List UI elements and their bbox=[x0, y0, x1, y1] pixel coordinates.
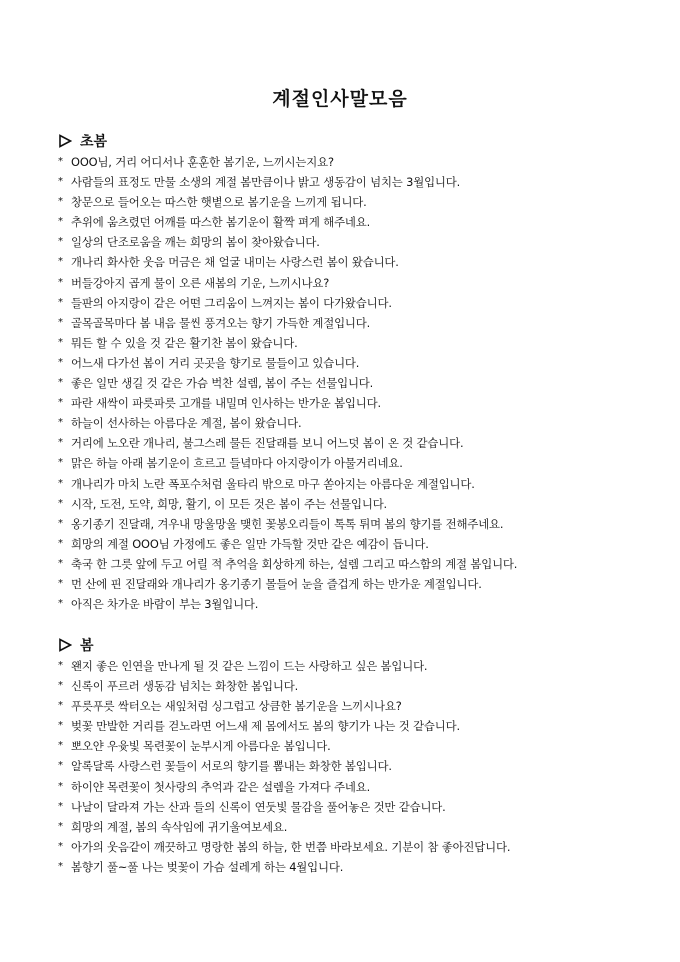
list-item bbox=[58, 716, 658, 736]
item-list bbox=[58, 656, 658, 877]
list-item-text: 버들강아지 곱게 물이 오른 새봄의 기운, 느끼시나요? bbox=[71, 275, 330, 290]
section-early-spring bbox=[58, 130, 658, 614]
bullet-marker: * bbox=[58, 316, 63, 328]
bullet-marker: * bbox=[58, 377, 63, 389]
section-heading-label: 초봄 bbox=[80, 134, 108, 150]
bullet-marker: * bbox=[58, 457, 63, 469]
bullet-marker: * bbox=[58, 256, 63, 268]
list-item bbox=[58, 594, 658, 614]
bullet-marker: * bbox=[58, 720, 63, 732]
list-item-text: 시작, 도전, 도약, 희망, 활기, 이 모든 것은 봄이 주는 선물입니다. bbox=[71, 496, 388, 511]
list-item-text: 추위에 움츠렸던 어깨를 따스한 봄기운이 활짝 펴게 해주네요. bbox=[71, 215, 371, 230]
list-item-text: 아직은 차가운 바람이 부는 3월입니다. bbox=[71, 597, 259, 612]
bullet-marker: * bbox=[58, 577, 63, 589]
list-item bbox=[58, 474, 658, 494]
list-item-text: 하이얀 목련꽃이 첫사랑의 추억과 같은 설렘을 가져다 주네요. bbox=[71, 779, 371, 794]
bullet-marker: * bbox=[58, 397, 63, 409]
list-item bbox=[58, 494, 658, 514]
list-item bbox=[58, 797, 658, 817]
bullet-marker: * bbox=[58, 840, 63, 852]
bullet-marker: * bbox=[58, 356, 63, 368]
bullet-marker: * bbox=[58, 800, 63, 812]
list-item-text: 희망의 계절 OOO님 가정에도 좋은 일만 가득할 것만 같은 예감이 듭니다. bbox=[71, 536, 429, 551]
list-item-text: 아가의 웃음같이 깨끗하고 명랑한 봄의 하늘, 한 번쯤 바라보세요. 기분이 참 좋아진답니다. bbox=[71, 839, 511, 854]
list-item bbox=[58, 152, 658, 172]
section-spring bbox=[58, 634, 658, 877]
list-item bbox=[58, 857, 658, 877]
bullet-marker: * bbox=[58, 700, 63, 712]
section-heading-label: 봄 bbox=[80, 638, 94, 654]
page-title: 계절인사말모음 bbox=[272, 88, 408, 110]
bullet-marker: * bbox=[58, 296, 63, 308]
list-item-text: 좋은 일만 생길 것 같은 가슴 벅찬 설렘, 봄이 주는 선물입니다. bbox=[71, 376, 374, 391]
list-item-text: 거리에 노오란 개나리, 불그스레 물든 진달래를 보니 어느덧 봄이 온 것 같습니다. bbox=[71, 436, 464, 451]
triangle-right-icon bbox=[58, 134, 72, 148]
list-item-text: 푸릇푸릇 싹터오는 새잎처럼 싱그럽고 상큼한 봄기운을 느끼시나요? bbox=[71, 699, 402, 714]
list-item-text: OOO님, 거리 어디서나 훈훈한 봄기운, 느끼시는지요? bbox=[71, 155, 334, 169]
list-item-text: 뽀오얀 우윳빛 목련꽃이 눈부시게 아름다운 봄입니다. bbox=[71, 739, 331, 754]
list-item-text: 맑은 하늘 아래 봄기운이 흐르고 들녘마다 아지랑이가 아물거리네요. bbox=[71, 456, 403, 471]
bullet-marker: * bbox=[58, 417, 63, 429]
list-item-text: 창문으로 들어오는 따스한 햇볕으로 봄기운을 느끼게 됩니다. bbox=[71, 195, 367, 210]
list-item-text: 개나리가 마치 노란 폭포수처럼 울타리 밖으로 마구 쏟아지는 아름다운 계절입니다. bbox=[71, 476, 475, 491]
list-item bbox=[58, 676, 658, 696]
bullet-marker: * bbox=[58, 196, 63, 208]
bullet-marker: * bbox=[58, 477, 63, 489]
bullet-marker: * bbox=[58, 276, 63, 288]
list-item bbox=[58, 172, 658, 192]
bullet-marker: * bbox=[58, 780, 63, 792]
list-item bbox=[58, 273, 658, 293]
list-item-text: 들판의 아지랑이 같은 어떤 그리움이 느껴지는 봄이 다가왔습니다. bbox=[71, 295, 392, 310]
bullet-marker: * bbox=[58, 176, 63, 188]
section-heading bbox=[58, 634, 658, 656]
bullet-marker: * bbox=[58, 236, 63, 248]
list-item-text: 하늘이 선사하는 아름다운 계절, 봄이 왔습니다. bbox=[71, 416, 302, 431]
list-item-text: 개나리 화사한 웃음 머금은 채 얼굴 내미는 사랑스런 봄이 왔습니다. bbox=[71, 255, 399, 270]
list-item bbox=[58, 554, 658, 574]
list-item bbox=[58, 453, 658, 473]
item-list bbox=[58, 152, 658, 614]
list-item bbox=[58, 574, 658, 594]
bullet-marker: * bbox=[58, 760, 63, 772]
list-item bbox=[58, 736, 658, 756]
bullet-marker: * bbox=[58, 680, 63, 692]
section-heading bbox=[58, 130, 658, 152]
list-item-text: 봄향기 풀~풀 나는 벚꽃이 가슴 설레게 하는 4월입니다. bbox=[71, 859, 344, 874]
list-item bbox=[58, 393, 658, 413]
list-item-text: 어느새 다가선 봄이 거리 곳곳을 향기로 물들이고 있습니다. bbox=[71, 355, 360, 370]
bullet-marker: * bbox=[58, 497, 63, 509]
bullet-marker: * bbox=[58, 517, 63, 529]
bullet-marker: * bbox=[58, 537, 63, 549]
list-item bbox=[58, 192, 658, 212]
bullet-marker: * bbox=[58, 557, 63, 569]
list-item-text: 먼 산에 핀 진달래와 개나리가 옹기종기 몰들어 눈을 즐겁게 하는 반가운 계절입니다. bbox=[71, 576, 482, 591]
list-item bbox=[58, 333, 658, 353]
list-item bbox=[58, 413, 658, 433]
list-item-text: 알록달록 사랑스런 꽃들이 서로의 향기를 뽐내는 화창한 봄입니다. bbox=[71, 759, 392, 774]
list-item-text: 왠지 좋은 인연을 만나게 될 것 같은 느낌이 드는 사랑하고 싶은 봄입니다. bbox=[71, 659, 428, 673]
list-item bbox=[58, 373, 658, 393]
list-item bbox=[58, 837, 658, 857]
list-item-text: 옹기종기 진달래, 겨우내 망울망울 맺힌 꽃봉오리들이 톡톡 튀며 봄의 향기를 전해주네요. bbox=[71, 516, 504, 531]
list-item bbox=[58, 534, 658, 554]
list-item bbox=[58, 756, 658, 776]
list-item bbox=[58, 313, 658, 333]
bullet-marker: * bbox=[58, 740, 63, 752]
list-item-text: 나날이 달라져 가는 산과 들의 신록이 연둣빛 물감을 풀어놓은 것만 같습니다. bbox=[71, 799, 446, 814]
list-item-text: 골목골목마다 봄 내음 물씬 풍겨오는 향기 가득한 계절입니다. bbox=[71, 315, 371, 330]
bullet-marker: * bbox=[58, 437, 63, 449]
bullet-marker: * bbox=[58, 216, 63, 228]
list-item bbox=[58, 232, 658, 252]
list-item bbox=[58, 252, 658, 272]
list-item bbox=[58, 433, 658, 453]
bullet-marker: * bbox=[58, 598, 63, 610]
bullet-marker: * bbox=[58, 156, 63, 167]
list-item bbox=[58, 514, 658, 534]
list-item-text: 희망의 계절, 봄의 속삭임에 귀기울여보세요. bbox=[71, 819, 288, 834]
list-item bbox=[58, 212, 658, 232]
triangle-right-icon bbox=[58, 638, 72, 652]
list-item-text: 일상의 단조로움을 깨는 희망의 봄이 찾아왔습니다. bbox=[71, 235, 320, 250]
list-item-text: 신록이 푸르러 생동감 넘치는 화창한 봄입니다. bbox=[71, 679, 299, 694]
list-item-text: 뭐든 할 수 있을 것 같은 활기찬 봄이 왔습니다. bbox=[71, 335, 298, 350]
list-item bbox=[58, 696, 658, 716]
bullet-marker: * bbox=[58, 336, 63, 348]
bullet-marker: * bbox=[58, 660, 63, 671]
bullet-marker: * bbox=[58, 860, 63, 872]
bullet-marker: * bbox=[58, 820, 63, 832]
list-item bbox=[58, 777, 658, 797]
list-item bbox=[58, 293, 658, 313]
list-item-text: 사람들의 표정도 만물 소생의 계절 봄만큼이나 밝고 생동감이 넘치는 3월입니다. bbox=[71, 175, 461, 190]
list-item-text: 축국 한 그릇 앞에 두고 어릴 적 추억을 회상하게 하는, 설렘 그리고 따스함의 계절 봄입니다. bbox=[71, 556, 518, 571]
list-item-text: 벚꽃 만발한 거리를 걷노라면 어느새 제 몸에서도 봄의 향기가 나는 것 같습니다. bbox=[71, 719, 460, 734]
list-item-text: 파란 새싹이 파릇파릇 고개를 내밀며 인사하는 반가운 봄입니다. bbox=[71, 396, 381, 411]
list-item bbox=[58, 817, 658, 837]
list-item bbox=[58, 353, 658, 373]
list-item bbox=[58, 656, 658, 676]
